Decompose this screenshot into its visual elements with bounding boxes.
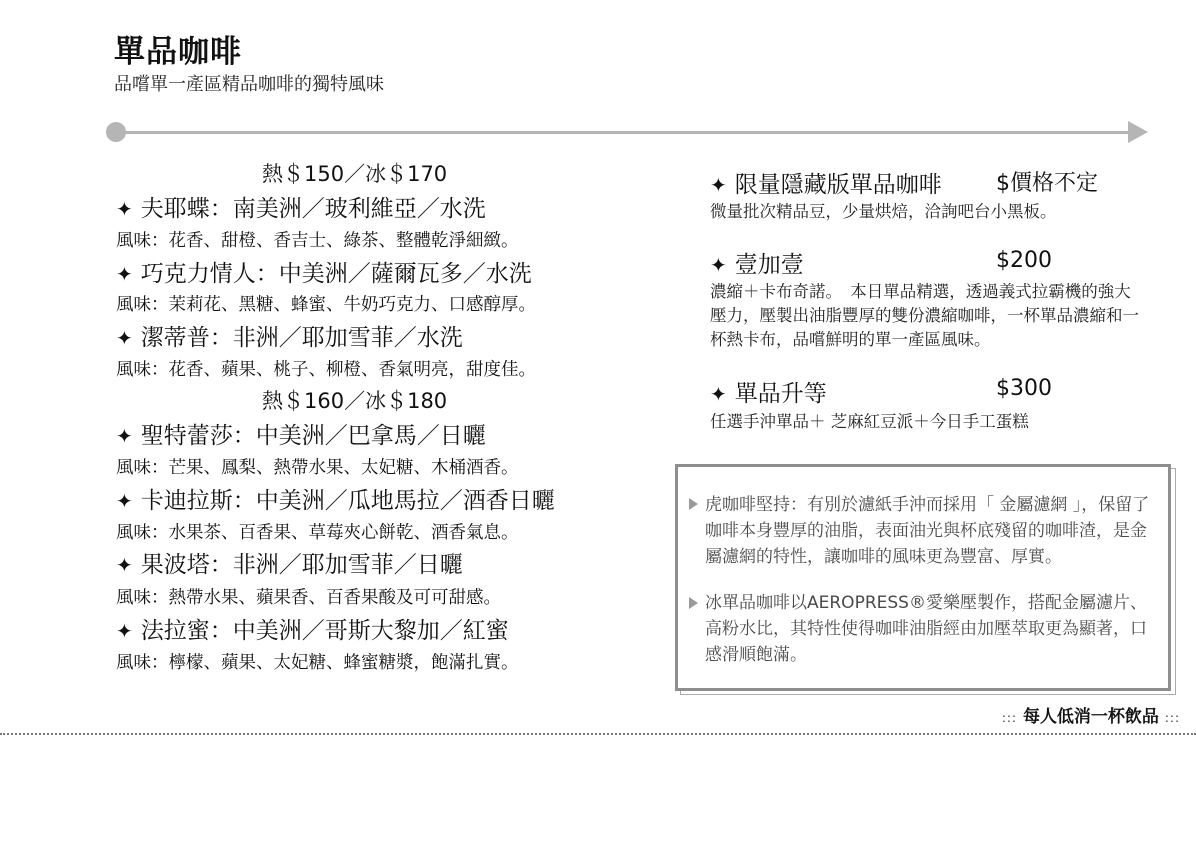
triangle-bullet-icon [689, 498, 698, 510]
note-aeropress: 冰單品咖啡以AEROPRESS®愛樂壓製作，搭配金屬濾片、高粉水比，其特性使得咖啡油脂經由加壓萃取更為顯著，口感滑順飽滿。 [705, 593, 1147, 665]
special-item-price: $價格不定 [996, 171, 1098, 196]
price-header-group-1: 熱＄150／冰＄170 [262, 162, 448, 186]
menu-item-name [116, 255, 532, 288]
menu-item-name [116, 482, 555, 515]
menu-item-label: 果波塔：非洲／耶加雪菲／日曬 [140, 552, 463, 578]
dots-left: ::: [1001, 711, 1018, 725]
special-item-price: $200 [996, 248, 1052, 273]
page-title: 單品咖啡 [114, 34, 242, 70]
menu-item-label: 夫耶蝶：南美洲／玻利維亞／水洗 [140, 196, 486, 222]
special-item-label: 單品升等 [734, 381, 827, 407]
star-icon: ✦ [116, 553, 133, 577]
star-icon: ✦ [116, 424, 133, 448]
special-item-name [710, 375, 827, 408]
minimum-charge-label: 每人低消一杯飲品 [1022, 707, 1159, 727]
menu-item-flavor: 風味：花香、甜橙、香吉士、綠茶、整體乾淨細緻。 [116, 231, 519, 251]
menu-item-flavor: 風味：檸檬、蘋果、太妃糖、蜂蜜糖漿，飽滿扎實。 [116, 653, 519, 673]
star-icon: ✦ [116, 326, 133, 350]
menu-item-label: 潔蒂普：非洲／耶加雪菲／水洗 [140, 325, 463, 351]
special-item-desc: 任選手沖單品＋ 芝麻紅豆派＋今日手工蛋糕 [710, 412, 1029, 431]
menu-item-label: 卡迪拉斯：中美洲／瓜地馬拉／酒香日曬 [140, 488, 555, 514]
menu-item-flavor: 風味：熱帶水果、蘋果香、百香果酸及可可甜感。 [116, 588, 501, 608]
menu-item-name [116, 190, 486, 223]
menu-item-name [116, 319, 463, 352]
minimum-charge-note [1002, 702, 1180, 727]
divider-arrow-head-icon [1128, 121, 1148, 143]
star-icon: ✦ [116, 262, 133, 286]
menu-item-label: 聖特蕾莎：中美洲／巴拿馬／日曬 [140, 423, 486, 449]
special-item-price: $300 [996, 376, 1052, 401]
dots-right: ::: [1164, 711, 1180, 725]
special-item-desc: 微量批次精品豆，少量烘焙，洽詢吧台小黑板。 [710, 202, 1057, 221]
special-item-label: 限量隱藏版單品咖啡 [734, 172, 942, 198]
special-item-desc: 濃縮＋卡布奇諾。 本日單品精選，透過義式拉霸機的強大壓力，壓製出油脂豐厚的雙份濃縮咖啡，一杯單品濃縮和一杯熱卡布，品嚐鮮明的單一產區風味。 [710, 282, 1139, 349]
star-icon: ✦ [116, 489, 133, 513]
star-icon: ✦ [116, 197, 133, 221]
menu-item-flavor: 風味：花香、蘋果、桃子、柳橙、香氣明亮，甜度佳。 [116, 360, 536, 380]
menu-item-flavor: 風味：水果茶、百香果、草莓夾心餅乾、酒香氣息。 [116, 523, 519, 543]
menu-item-name [116, 417, 486, 450]
menu-item-name [116, 612, 509, 645]
star-icon: ✦ [710, 173, 727, 197]
special-item-name [710, 246, 804, 279]
menu-item-name [116, 546, 463, 579]
star-icon: ✦ [116, 619, 133, 643]
menu-item-flavor: 風味：茉莉花、黑糖、蜂蜜、牛奶巧克力、口感醇厚。 [116, 295, 536, 315]
note-metal-filter: 虎咖啡堅持：有別於濾紙手沖而採用「 金屬濾網 」，保留了咖啡本身豐厚的油脂，表面油光與杯底殘留的咖啡渣，是金屬濾網的特性，讓咖啡的風味更為豐富、厚實。 [705, 495, 1150, 567]
page-subtitle: 品嚐單一產區精品咖啡的獨特風味 [114, 74, 384, 95]
special-item-name [710, 166, 942, 199]
divider-start-dot [106, 122, 126, 142]
triangle-bullet-icon [689, 597, 698, 609]
dotted-divider [0, 733, 1196, 735]
price-header-group-2: 熱＄160／冰＄180 [262, 389, 448, 413]
star-icon: ✦ [710, 382, 727, 406]
divider-line [116, 131, 1136, 134]
menu-item-flavor: 風味：芒果、鳳梨、熱帶水果、太妃糖、木桶酒香。 [116, 458, 519, 478]
star-icon: ✦ [710, 253, 727, 277]
special-item-label: 壹加壹 [734, 252, 804, 278]
menu-item-label: 巧克力情人：中美洲／薩爾瓦多／水洗 [140, 261, 532, 287]
menu-item-label: 法拉蜜：中美洲／哥斯大黎加／紅蜜 [140, 618, 509, 644]
